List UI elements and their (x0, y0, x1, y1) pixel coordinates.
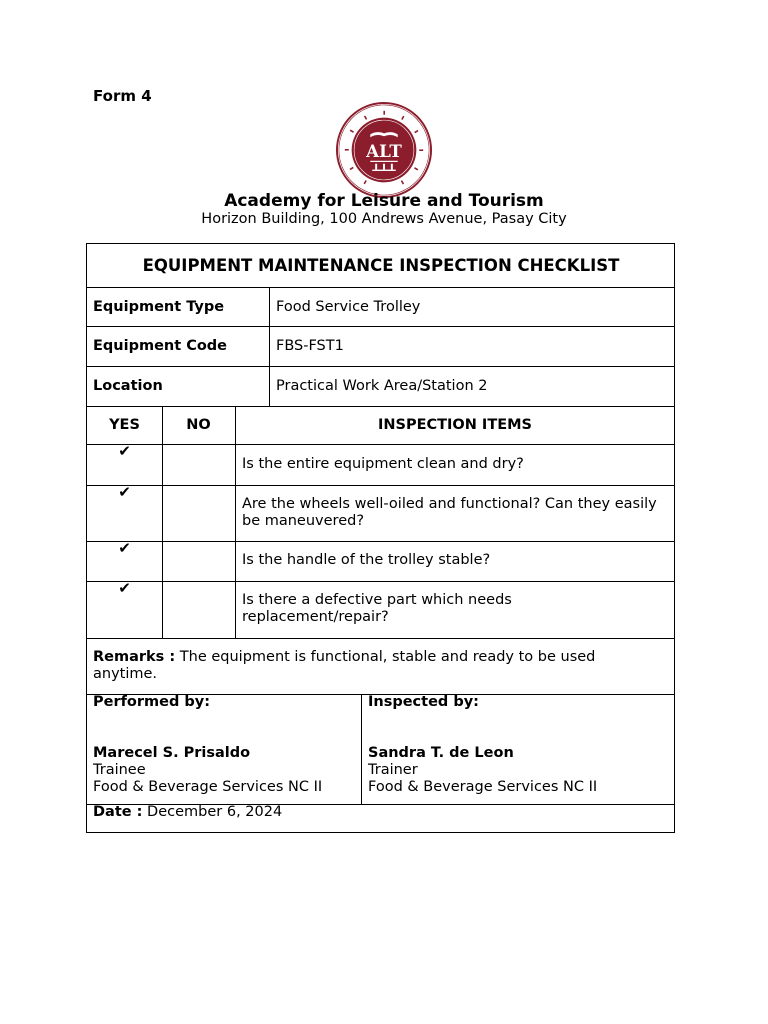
item-1-yes-checkmark: ✔ (118, 442, 131, 460)
remarks (93, 649, 663, 683)
location-value: Practical Work Area/Station 2 (276, 378, 488, 394)
performer-name: Marecel S. Prisaldo (93, 745, 251, 761)
item-4-text: Is there a defective part which needs replacement/repair? (242, 592, 512, 625)
remarks-label: Remarks : (93, 649, 176, 665)
yes-column-header: YES (109, 417, 140, 433)
date-value: December 6, 2024 (147, 804, 283, 820)
item-4-yes-checkmark: ✔ (118, 579, 131, 597)
item-2-yes-checkmark: ✔ (118, 483, 131, 501)
inspector-program: Food & Beverage Services NC II (368, 779, 598, 795)
form-number: Form 4 (93, 87, 152, 105)
item-1-text: Is the entire equipment clean and dry? (242, 456, 524, 472)
inspector-name: Sandra T. de Leon (368, 745, 514, 761)
no-column-header: NO (186, 417, 211, 433)
checklist-title: EQUIPMENT MAINTENANCE INSPECTION CHECKLIST (142, 256, 620, 275)
org-name: Academy for Leisure and Tourism (224, 191, 544, 211)
equipment-type-label: Equipment Type (93, 298, 225, 315)
item-2-text: Are the wheels well-oiled and functional? Can they easily be maneuvered? (242, 496, 657, 529)
org-address: Horizon Building, 100 Andrews Avenue, Pasay City (201, 211, 567, 227)
equipment-code-label: Equipment Code (93, 338, 228, 354)
date-label: Date : (93, 804, 143, 820)
item-3-text: Is the handle of the trolley stable? (242, 552, 491, 568)
performed-by-label: Performed by: (93, 694, 211, 710)
inspected-by-block (368, 745, 597, 796)
performed-by-block (93, 745, 322, 796)
date-row (93, 804, 282, 820)
performer-role: Trainee (93, 762, 146, 778)
inspected-by-label: Inspected by: (368, 694, 479, 710)
equipment-type-value: Food Service Trolley (276, 298, 421, 315)
logo-initials: ALT (366, 140, 402, 161)
equipment-code-value: FBS-FST1 (276, 338, 344, 354)
inspection-items-header: INSPECTION ITEMS (377, 417, 532, 433)
performer-program: Food & Beverage Services NC II (93, 779, 323, 795)
location-label: Location (93, 378, 163, 394)
academy-logo (335, 101, 433, 199)
item-3-yes-checkmark: ✔ (118, 539, 131, 557)
inspection-checklist-form (86, 243, 675, 833)
remarks-text: The equipment is functional, stable and ready to be used anytime. (93, 649, 596, 682)
inspector-role: Trainer (368, 762, 418, 778)
